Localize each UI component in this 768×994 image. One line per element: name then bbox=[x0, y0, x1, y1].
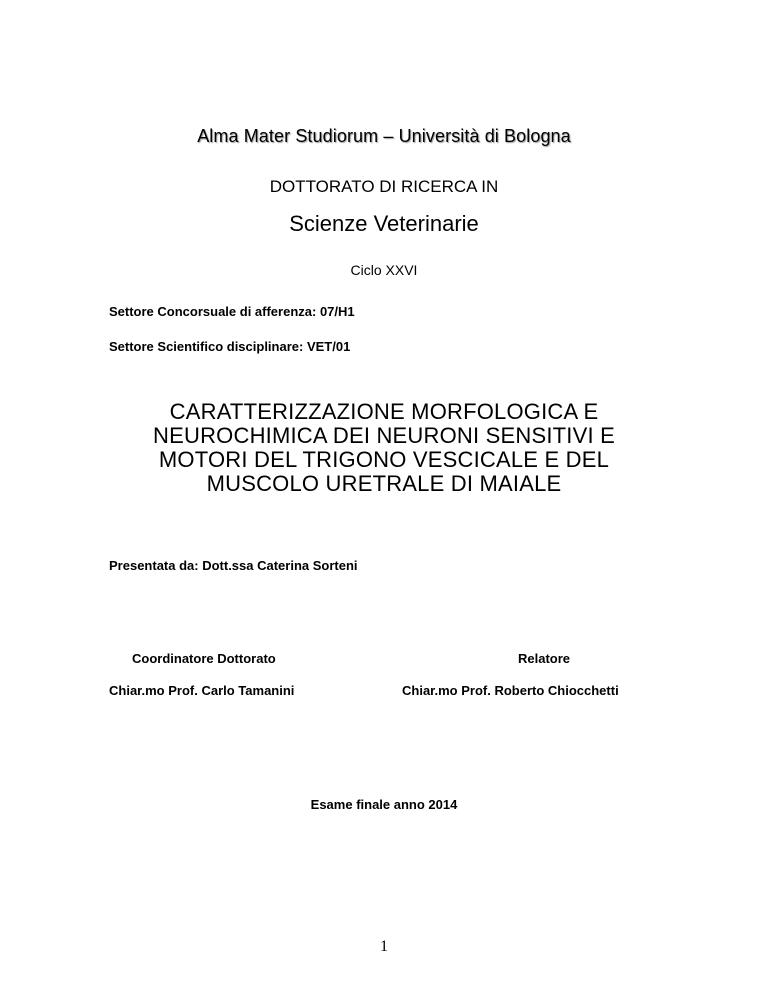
doctorate-program-label: DOTTORATO DI RICERCA IN bbox=[269, 177, 499, 196]
settore-concorsuale: Settore Concorsuale di afferenza: 07/H1 bbox=[109, 304, 355, 319]
doctorate-cycle: Ciclo XXVI bbox=[350, 262, 418, 278]
coordinator-label: Coordinatore Dottorato bbox=[132, 651, 276, 666]
supervisor-label: Relatore bbox=[518, 651, 571, 666]
thesis-title-line: CARATTERIZZAZIONE MORFOLOGICA E bbox=[169, 399, 599, 424]
thesis-title-line: NEUROCHIMICA DEI NEURONI SENSITIVI E bbox=[153, 423, 615, 448]
settore-scientifico: Settore Scientifico disciplinare: VET/01 bbox=[109, 339, 351, 354]
coordinator-name: Chiar.mo Prof. Carlo Tamanini bbox=[109, 683, 295, 698]
doctorate-subject: Scienze Veterinarie bbox=[289, 211, 479, 236]
thesis-title-line: MUSCOLO URETRALE DI MAIALE bbox=[206, 471, 562, 496]
thesis-title bbox=[110, 400, 658, 496]
thesis-title-line: MOTORI DEL TRIGONO VESCICALE E DEL bbox=[158, 447, 610, 472]
exam-year: Esame finale anno 2014 bbox=[310, 797, 458, 812]
supervisor-name: Chiar.mo Prof. Roberto Chiocchetti bbox=[402, 683, 619, 698]
university-name: Alma Mater Studiorum – Università di Bologna bbox=[197, 126, 571, 146]
presented-by: Presentata da: Dott.ssa Caterina Sorteni bbox=[109, 558, 358, 573]
page-number: 1 bbox=[380, 938, 388, 955]
